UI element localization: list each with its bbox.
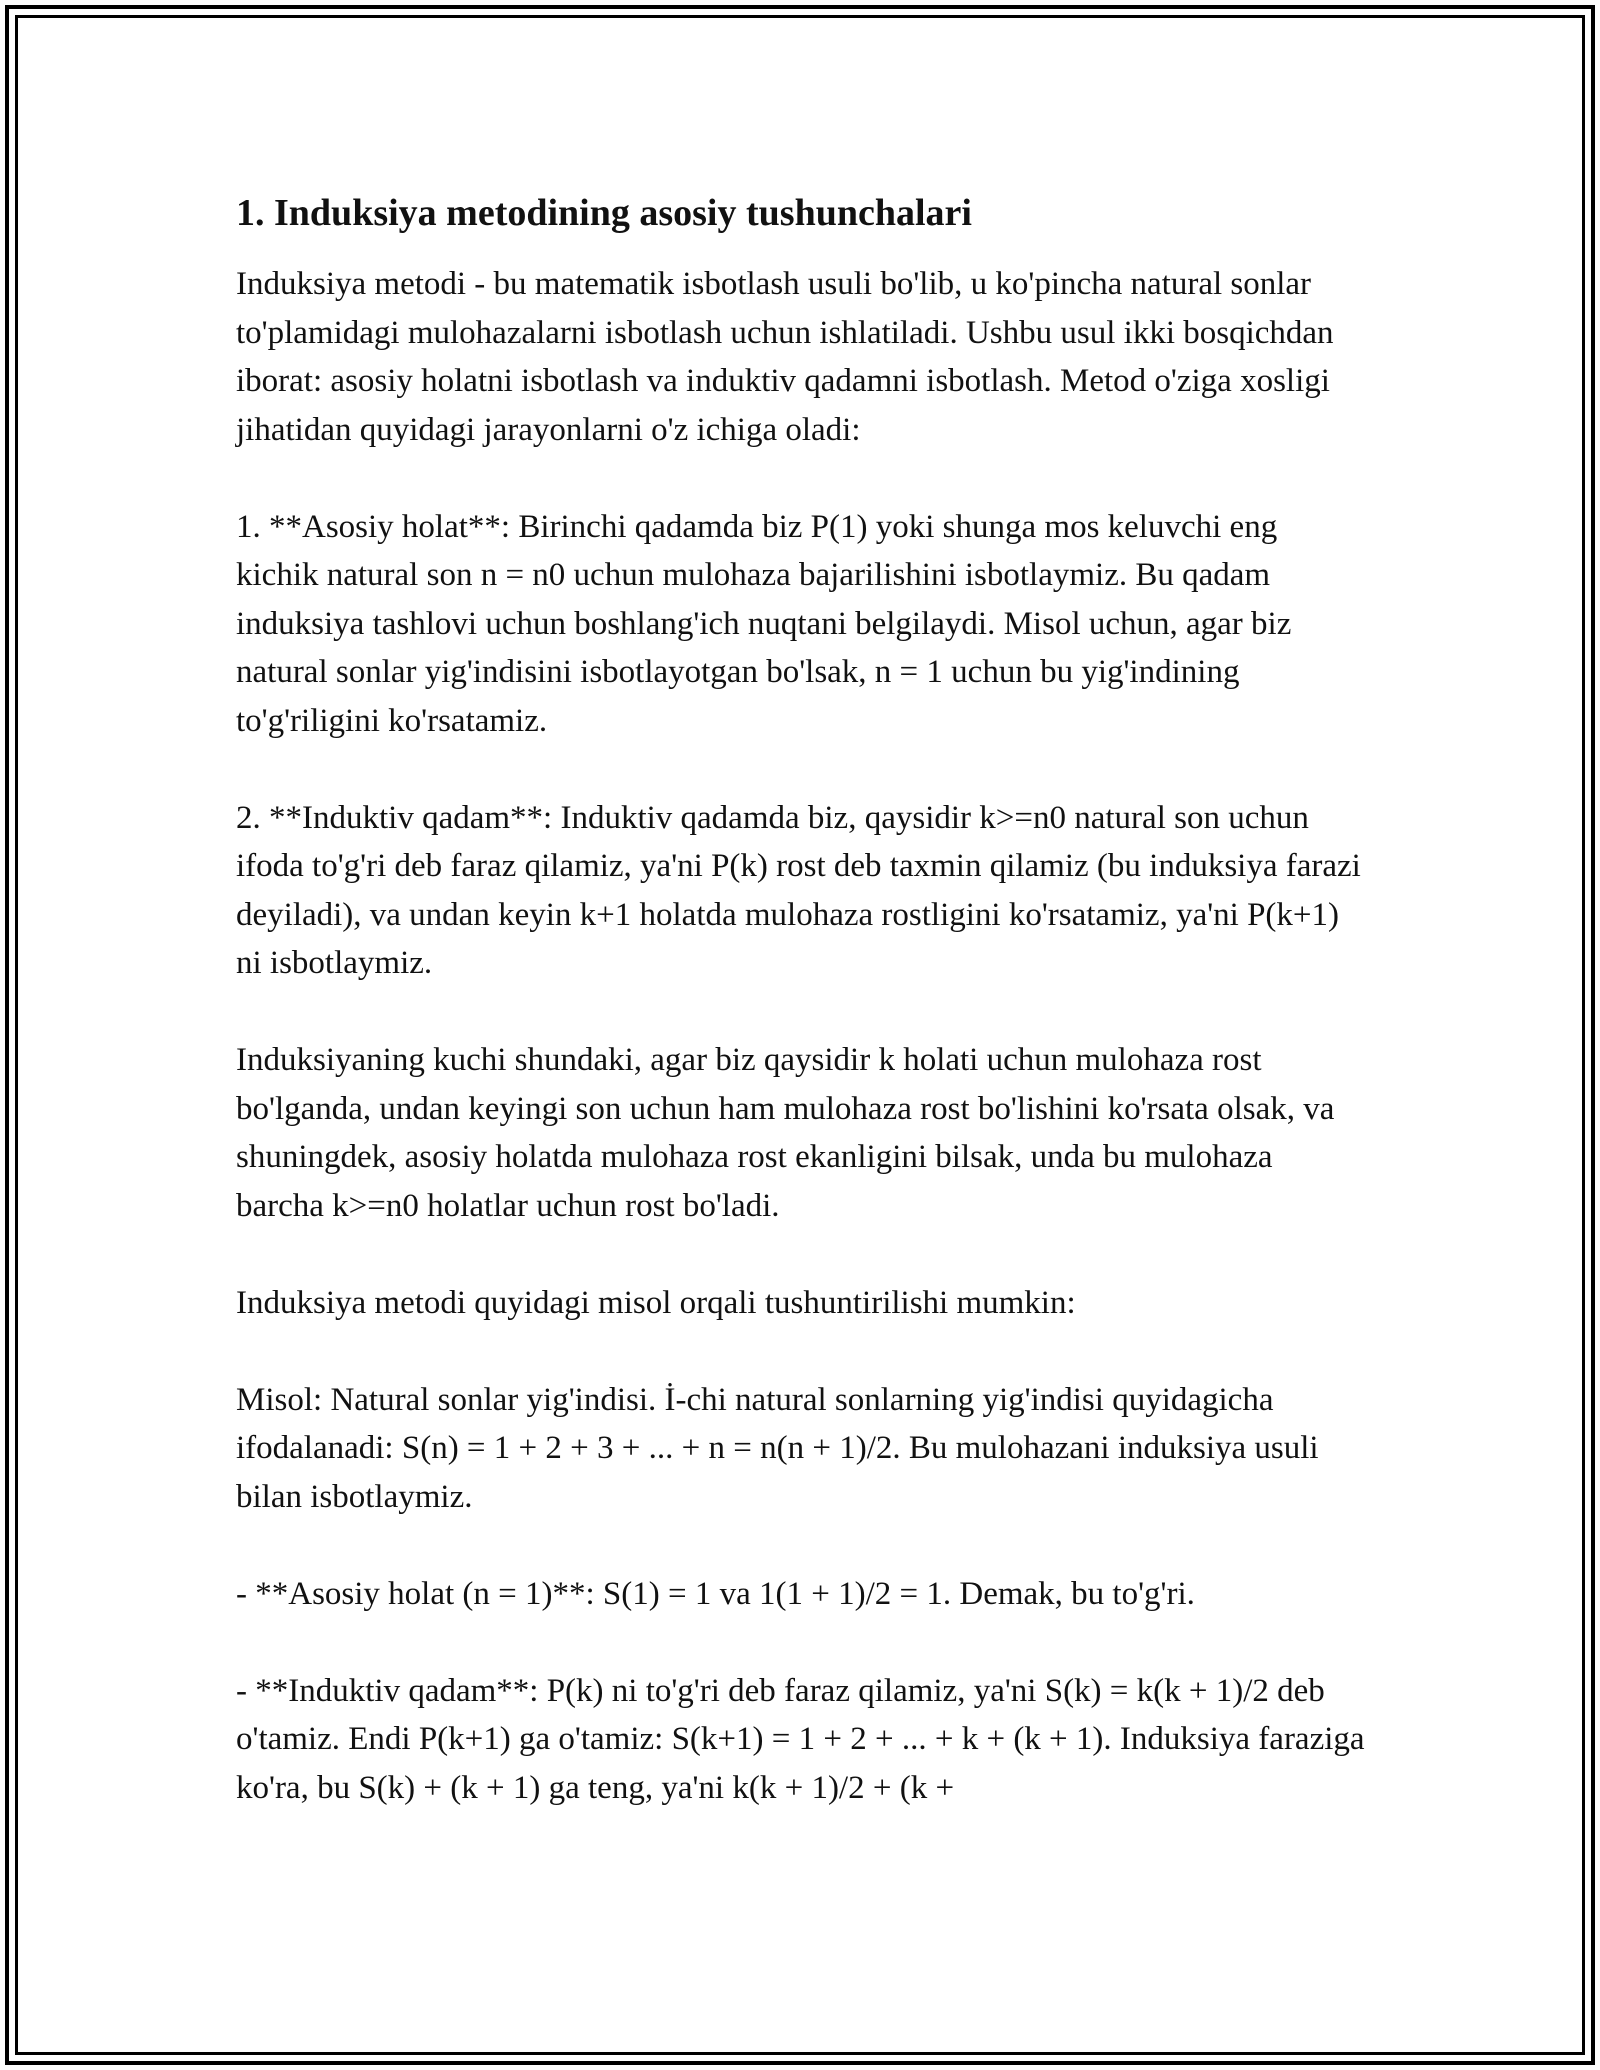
paragraph-example-inductive-step: - **Induktiv qadam**: P(k) ni to'g'ri deb faraz qilamiz, ya'ni S(k) = k(k + 1)/2 deb o'tamiz. Endi P(k+1) ga o'tamiz: S(k+1) = 1 + 2 + ... + k + (k + 1). Induksiya faraziga ko'ra, bu S(k) + (k + 1) ga teng, ya'ni k(k + 1)/2 + (k + — [236, 1672, 1365, 1806]
paragraph-example-base-case: - **Asosiy holat (n = 1)**: S(1) = 1 va 1(1 + 1)/2 = 1. Demak, bu to'g'ri. — [236, 1575, 1195, 1612]
paragraph-example: Misol: Natural sonlar yig'indisi. İ-chi natural sonlarning yig'indisi quyidagicha ifodalanadi: S(n) = 1 + 2 + 3 + ... + n = n(n + 1)/2. Bu mulohazani induksiya usuli bilan isbotlaymiz. — [236, 1381, 1319, 1515]
paragraph-example-intro: Induksiya metodi quyidagi misol orqali tushuntirilishi mumkin: — [236, 1284, 1076, 1321]
paragraph-power-of-induction: Induksiyaning kuchi shundaki, agar biz qaysidir k holati uchun mulohaza rost bo'lganda, undan keyingi son uchun ham mulohaza rost bo'lishini ko'rsata olsak, va shuningdek, asosiy holatda mulohaza rost ekanligini bilsak, unda bu mulohaza barcha k>=n0 holatlar uchun rost bo'ladi. — [236, 1042, 1335, 1224]
document-body — [236, 190, 1366, 1861]
section-heading: 1. Induksiya metodining asosiy tushunchalari — [236, 192, 972, 234]
paragraph-base-case: 1. **Asosiy holat**: Birinchi qadamda biz P(1) yoki shunga mos keluvchi eng kichik natural son n = n0 uchun mulohaza bajarilishini isbotlaymiz. Bu qadam induksiya tashlovi uchun boshlang'ich nuqtani belgilaydi. Misol uchun, agar biz natural sonlar yig'indisini isbotlayotgan bo'lsak, n = 1 uchun bu yig'indining to'g'riligini ko'rsatamiz. — [236, 508, 1292, 739]
paragraph-inductive-step: 2. **Induktiv qadam**: Induktiv qadamda biz, qaysidir k>=n0 natural son uchun ifoda to'g'ri deb faraz qilamiz, ya'ni P(k) rost deb taxmin qilamiz (bu induksiya farazi deyiladi), va undan keyin k+1 holatda mulohaza rostligini ko'rsatamiz, ya'ni P(k+1) ni isbotlaymiz. — [236, 799, 1361, 981]
paragraph-intro: Induksiya metodi - bu matematik isbotlash usuli bo'lib, u ko'pincha natural sonlar to'plamidagi mulohazalarni isbotlash uchun ishlatiladi. Ushbu usul ikki bosqichdan iborat: asosiy holatni isbotlash va induktiv qadamni isbotlash. Metod o'ziga xosligi jihatidan quyidagi jarayonlarni o'z ichiga oladi: — [236, 266, 1334, 448]
